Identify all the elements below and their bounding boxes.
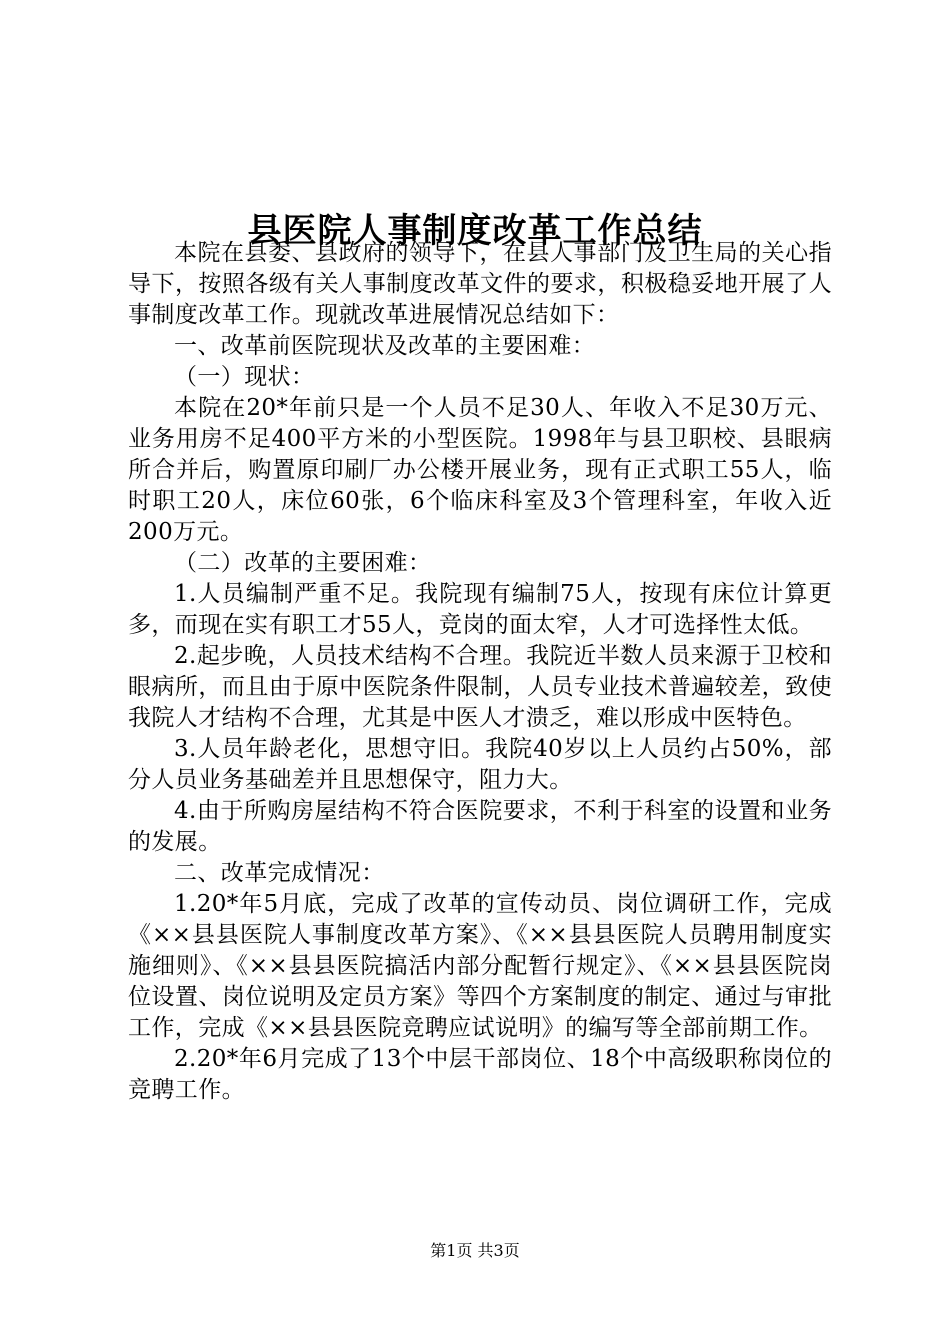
progress-item-2: 2.20*年6月完成了13个中层干部岗位、18个中高级职称岗位的竞聘工作。 (128, 1046, 832, 1103)
difficulty-item-4: 4.由于所购房屋结构不符合医院要求，不利于科室的设置和业务的发展。 (128, 798, 832, 855)
document-title: 县医院人事制度改革工作总结 (247, 210, 703, 251)
page-footer: 第1页 共3页 (430, 1241, 520, 1260)
progress-item-1: 1.20*年5月底，完成了改革的宣传动员、岗位调研工作，完成《××县县医院人事制度改革方案》、《××县县医院人员聘用制度实施细则》、《××县县医院搞活内部分配暂行规定》、《××县县医院岗位设置、岗位说明及定员方案》等四个方案制度的制定、通过与审批工作，完成《××县县医院竞聘应试说明》的编写等全部前期工作。 (128, 891, 832, 1041)
section-heading-1: 一、改革前医院现状及改革的主要困难： (174, 333, 596, 359)
subsection-heading-2: （二）改革的主要困难： (174, 550, 432, 576)
intro-paragraph: 本院在县委、县政府的领导下，在县人事部门及卫生局的关心指导下，按照各级有关人事制度改革文件的要求，积极稳妥地开展了人事制度改革工作。现就改革进展情况总结如下： (128, 240, 832, 328)
status-paragraph: 本院在20*年前只是一个人员不足30人、年收入不足30万元、业务用房不足400平方米的小型医院。1998年与县卫职校、县眼病所合并后，购置原印刷厂办公楼开展业务，现有正式职工55人，临时职工20人，床位60张，6个临床科室及3个管理科室，年收入近200万元。 (128, 395, 832, 545)
difficulty-item-2: 2.起步晚，人员技术结构不合理。我院近半数人员来源于卫校和眼病所，而且由于原中医院条件限制，人员专业技术普遍较差，致使我院人才结构不合理，尤其是中医人才溃乏，难以形成中医特色。 (128, 643, 832, 731)
section-heading-2: 二、改革完成情况： (174, 860, 385, 886)
difficulty-item-3: 3.人员年龄老化，思想守旧。我院40岁以上人员约占50%，部分人员业务基础差并且思想保守，阻力大。 (128, 736, 832, 793)
difficulty-item-1: 1.人员编制严重不足。我院现有编制75人，按现有床位计算更多，而现在实有职工才55人，竞岗的面太窄，人才可选择性太低。 (128, 581, 832, 638)
document-body (128, 238, 832, 1106)
subsection-heading-1: （一）现状： (174, 364, 315, 390)
